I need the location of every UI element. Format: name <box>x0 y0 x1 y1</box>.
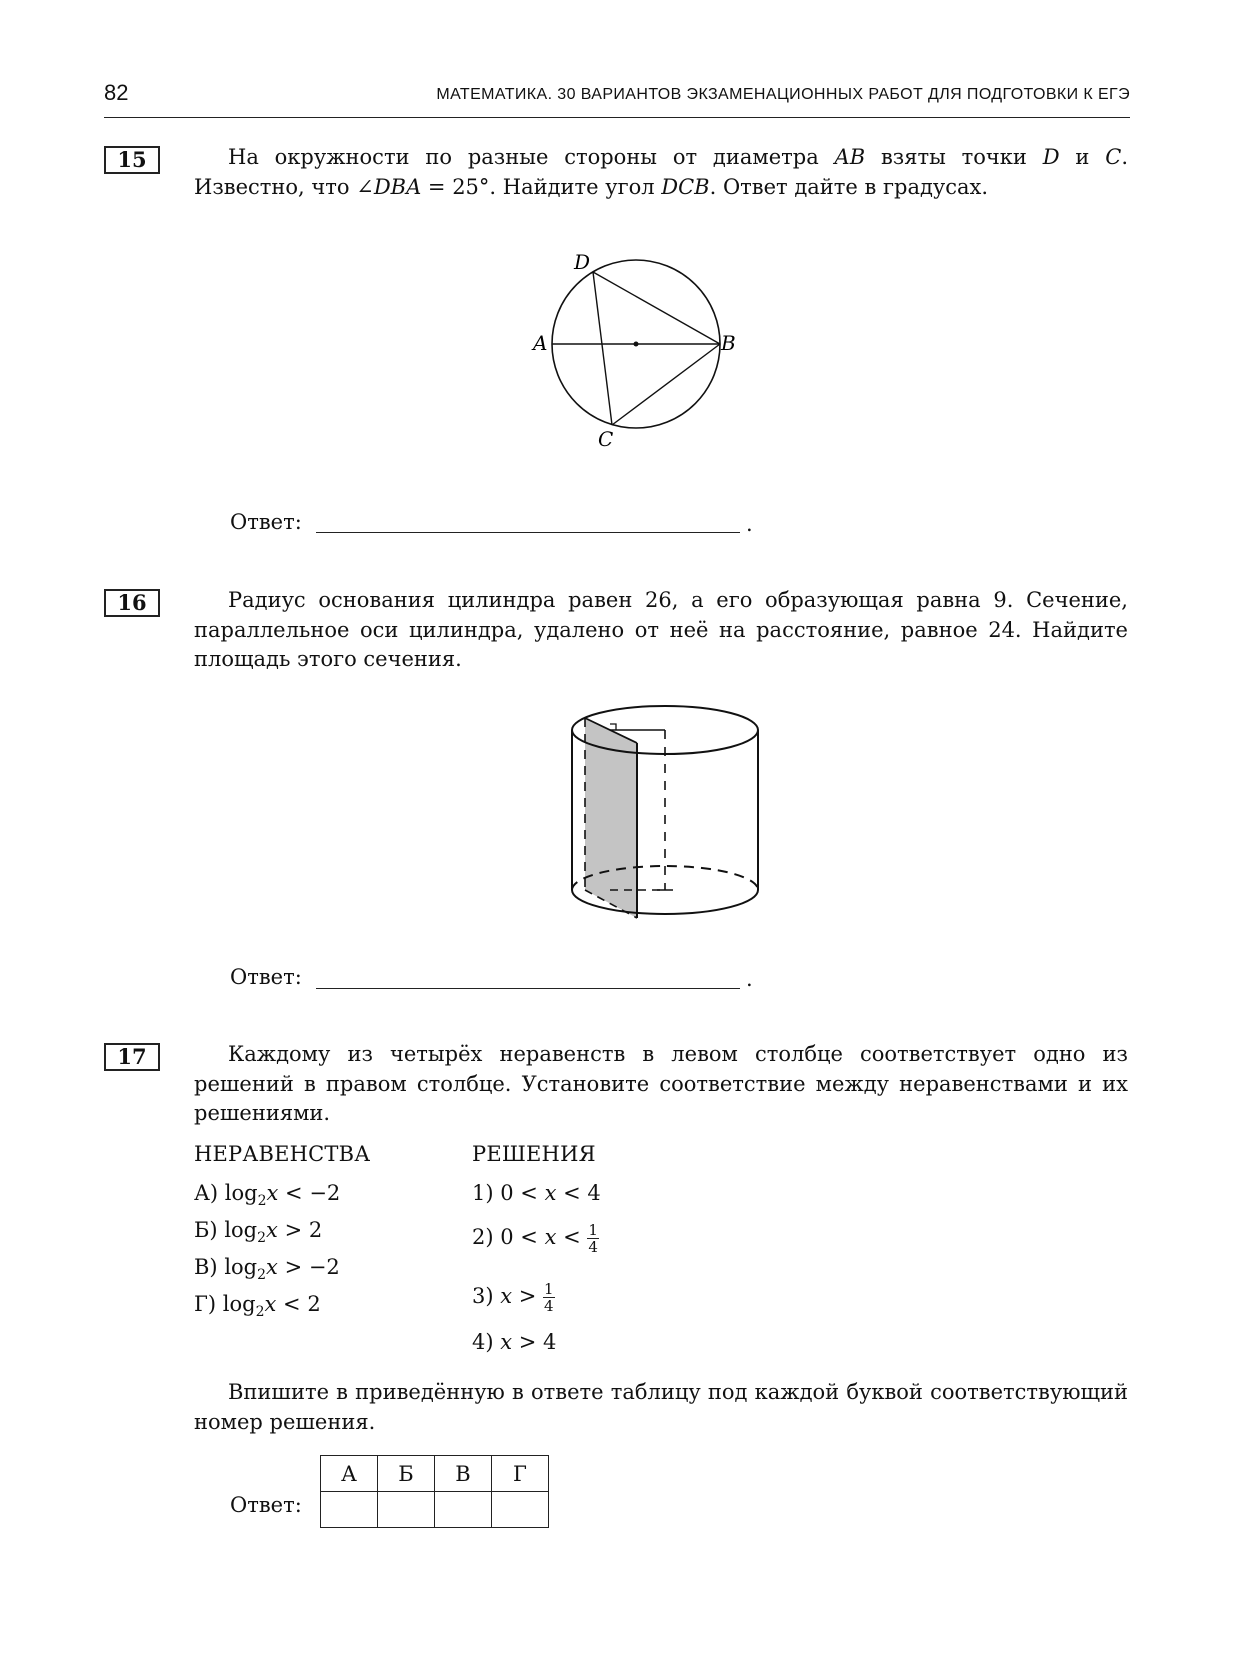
inequality-c: В) $\log_2x > -2$ <box>194 1255 340 1283</box>
label-d: D <box>574 250 591 274</box>
header-divider <box>104 117 1130 118</box>
page-number: 82 <box>104 80 129 105</box>
answer-table-header-v: В <box>435 1456 492 1492</box>
answer-cell-g[interactable] <box>492 1492 549 1528</box>
answer-table-header-g: Г <box>492 1456 549 1492</box>
running-title: МАТЕМАТИКА. 30 ВАРИАНТОВ ЭКЗАМЕНАЦИОННЫХ РАБОТ ДЛЯ ПОДГОТОВКИ К ЕГЭ <box>436 86 1130 103</box>
chord-dc <box>593 272 612 425</box>
circle-figure <box>533 250 770 470</box>
task-15-answer-dot: . <box>746 512 753 536</box>
chord-cb <box>612 344 720 425</box>
right-angle-mark <box>610 724 616 730</box>
task-16-answer-label: Ответ: <box>230 965 302 989</box>
task-15-number: 15 <box>104 146 160 174</box>
inequality-a: А) $\log_2x < -2$ <box>194 1181 341 1209</box>
task-15-answer-field[interactable] <box>316 532 740 533</box>
task-17-text: Каждому из четырёх неравенств в левом столбце соответствует одно из решений в правом столбце. Установите соответствие между неравенствами и их решениями. <box>194 1042 1128 1125</box>
answer-table-header-a: А <box>321 1456 378 1492</box>
fraction-one-quarter: $\frac{1}{4}$ <box>544 1280 554 1315</box>
label-c: C <box>598 427 614 451</box>
task-16-answer-field[interactable] <box>316 988 740 989</box>
section-shade <box>585 718 637 918</box>
task-17-answer-label: Ответ: <box>230 1493 302 1517</box>
label-a: A <box>533 331 548 355</box>
solution-4: 4) x > 4 <box>472 1330 557 1354</box>
chord-db <box>593 272 720 344</box>
solution-1: 1) 0 < x < 4 <box>472 1181 601 1205</box>
task-15-answer-label: Ответ: <box>230 510 302 534</box>
answer-table <box>320 1455 549 1528</box>
task-17-number: 17 <box>104 1043 160 1071</box>
solutions-header: РЕШЕНИЯ <box>472 1142 596 1166</box>
answer-cell-a[interactable] <box>321 1492 378 1528</box>
answer-cell-v[interactable] <box>435 1492 492 1528</box>
task-16-answer-dot: . <box>746 967 753 991</box>
task-16-text: Радиус основания цилиндра равен 26, а его образующая равна 9. Сечение, параллельное оси цилиндра, удалено от неё на расстояние, равное 24. Найдите площадь этого сечения. <box>194 588 1128 671</box>
solution-2: 2) 0 < x < $\frac{1}{4}$ <box>472 1221 598 1256</box>
fraction-one-quarter: $\frac{1}{4}$ <box>588 1221 598 1256</box>
cylinder-figure <box>565 700 765 925</box>
center-point <box>634 342 639 347</box>
answer-cell-b[interactable] <box>378 1492 435 1528</box>
task-17-instruction: Впишите в приведённую в ответе таблицу под каждой буквой соответствующий номер решения. <box>194 1380 1128 1434</box>
task-16-number: 16 <box>104 589 160 617</box>
inequality-d: Г) $\log_2x < 2$ <box>194 1292 321 1320</box>
answer-table-header-b: Б <box>378 1456 435 1492</box>
solution-3: 3) x > $\frac{1}{4}$ <box>472 1280 554 1315</box>
inequality-b: Б) $\log_2x > 2$ <box>194 1218 323 1246</box>
task-15-text: На окружности по разные стороны от диаметра AB взяты точки D и C. Известно, что ∠DBA = 25°. Найдите угол DCB. Ответ дайте в градусах. <box>194 145 1128 199</box>
inequalities-header: НЕРАВЕНСТВА <box>194 1142 371 1166</box>
label-b: B <box>721 331 736 355</box>
